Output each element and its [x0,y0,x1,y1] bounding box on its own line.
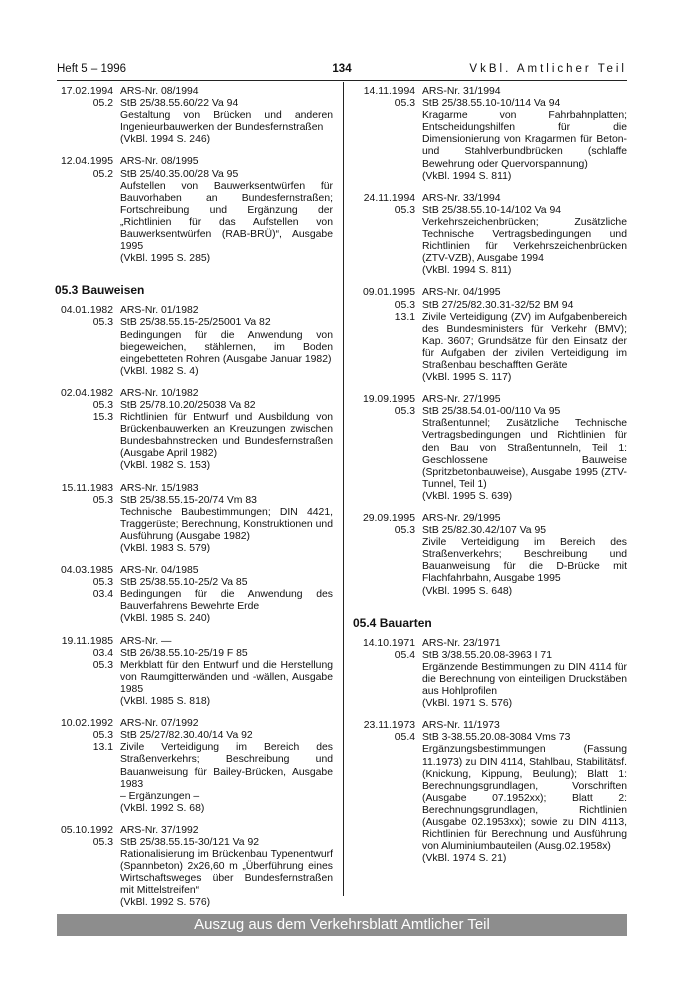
entry-date: 24.11.1994 [363,192,415,204]
entry-line: ARS-Nr. 11/1973 [422,720,500,732]
entry-dates [57,156,113,265]
entry-row [355,86,627,183]
entry-date: 14.11.1994 [363,86,415,97]
entry-line: ARS-Nr. 10/1982 [120,387,199,399]
entry-line: (VkBl. 1982 S. 4) [120,365,199,377]
entry-dates [355,193,415,278]
entry-code: 05.3 [92,399,113,411]
entry-line: ARS-Nr. 08/1995 [120,156,199,168]
entry-line: Kragarme von Fahrbahnplatten; Entscheidungshilfen für die Dimensionierung von Kragarmen für Beton- und Stahlverbundbrücken (schlaffe Bewehrung oder Quervorspannung) [422,110,627,170]
entry-line: ARS-Nr. 23/1971 [422,637,501,649]
entry-line: Straßentunnel; Zusätzliche Technische Vertragsbedingungen und Richtlinien für den Bau von Straßentunneln, Teil 1: Geschlossene Bauweise (Spritzbetonbauweise), Ausgabe 1995 (ZTV-Tunnel, Teil 1) [422,418,627,490]
entry-body [120,156,333,265]
entry-date: 19.11.1985 [61,635,113,647]
entry-line: ARS-Nr. 33/1994 [422,192,501,204]
entry-row [57,565,333,625]
entry-dates [57,825,113,910]
entry-line: ARS-Nr. 04/1995 [422,287,501,299]
entry-line: Bedingungen für die Anwendung des Bauverfahrens Bewehrte Erde [120,589,333,613]
entry-line: Technische Baubestimmungen; DIN 4421, Traggerüste; Berechnung, Konstruktionen und Ausführung (Ausgabe 1982) [120,506,333,542]
entry-body [422,193,627,278]
entry-line: (VkBl. 1995 S. 639) [422,490,513,502]
entry-date: 04.01.1982 [60,305,113,317]
entry-line: Zivile Verteidigung (ZV) im Aufgabenbereich des Bundesministers für Verkehr (BMV); Kap. 3607; Grundsätze für den Einsatz der für Aufgaben der zivilen Verteidigung im Straßenbau beschafften Geräte [422,311,627,371]
entry-line: StB 25/38.55.10-14/102 Va 94 [422,204,562,216]
entry-dates [355,638,415,711]
entry-date: 02.04.1982 [60,387,113,399]
entry-code: 05.3 [92,317,113,329]
entry-line: (VkBl. 1985 S. 818) [120,696,211,708]
entry-row [57,483,333,556]
entry-line: Verkehrszeichenbrücken; Zusätzliche Technische Vertragsbedingungen und Richtlinien für Verkehrszeichenbrücken (ZTV-VZB), Ausgabe 1994 [422,216,627,265]
entry-body [422,638,627,711]
entry-dates [355,513,415,598]
entry-line: StB 25/38.55.60/22 Va 94 [120,98,239,110]
entry-line: (VkBl. 1974 S. 21) [422,853,507,865]
header-rule [57,80,627,81]
entry-date: 04.03.1985 [60,565,113,577]
entry-body [422,394,627,503]
entry-date: 19.09.1995 [362,394,415,406]
entry-code: 05.3 [92,659,113,671]
entry-dates [57,388,113,473]
entry-line: Aufstellen von Bauwerksentwürfen für Bauvorhaben an Bundesfernstraßen; Fortschreibung und Ergänzung der „Richtlinien für das Aufstellen von Bauwerksentwürfen (RAB-BRÜ)“, Ausgabe 1995 [120,180,333,253]
entry-row [57,825,333,910]
entry-body [120,483,333,556]
entry-line: StB 3-38.55.20.08-3084 Vms 73 [422,732,571,744]
entry-line: (VkBl. 1992 S. 68) [120,802,205,814]
section-title-bauarten: 05.4 Bauarten [353,615,432,630]
entry-line: StB 25/82.30.42/107 Va 95 [422,525,547,537]
entry-dates [57,483,113,556]
entry-line: (VkBl. 1982 S. 153) [120,460,211,472]
entry-line: ARS-Nr. 07/1992 [120,718,199,730]
entry-body [120,718,333,815]
entry-line: ARS-Nr. 15/1983 [120,482,199,494]
entry-code: 05.3 [92,836,113,848]
footer-banner: Auszug aus dem Verkehrsblatt Amtlicher Teil [57,914,627,936]
entry-line: StB 25/38.55.15-25/25001 Va 82 [120,317,271,329]
entry-line: – Ergänzungen – [120,790,200,802]
entry-line: ARS-Nr. 37/1992 [120,824,199,836]
entry-date: 09.01.1995 [362,287,415,299]
entry-line: StB 25/38.55.10-25/2 Va 85 [120,577,248,589]
entry-body [422,86,627,183]
entry-row [355,720,627,865]
entry-line: Gestaltung von Brücken und anderen Ingenieurbauwerken der Bundesfernstraßen [120,110,333,134]
entry-line: (VkBl. 1994 S. 811) [422,170,512,182]
entry-code: 05.3 [394,204,415,216]
entry-line: ARS-Nr. 04/1985 [120,565,199,577]
entry-dates [57,636,113,709]
entry-line: (VkBl. 1985 S. 240) [120,613,211,625]
entry-row [57,156,333,265]
entry-line: StB 25/38.55.15-30/121 Va 92 [120,836,260,848]
entry-line: (VkBl. 1995 S. 285) [120,253,211,265]
column-divider [343,82,344,896]
entry-line: StB 25/40.35.00/28 Va 95 [120,168,239,180]
entry-row [355,638,627,711]
entry-line: (VkBl. 1994 S. 246) [120,134,211,146]
entry-line: (VkBl. 1995 S. 117) [422,372,512,384]
entry-row [355,394,627,503]
entry-date: 15.11.1983 [61,482,113,494]
entry-code: 05.2 [92,98,113,110]
right-entries-after [355,638,627,866]
entry-body [422,287,627,384]
entry-line: ARS-Nr. 08/1994 [120,86,199,97]
entry-code: 15.3 [92,412,113,424]
entry-line: (VkBl. 1983 S. 579) [120,543,211,554]
entry-dates [355,394,415,503]
entry-line: Zivile Verteidigung im Bereich des Straßenverkehrs; Beschreibung und Bauanweisung für die D-Brücke mit Flachfahrbahn, Ausgabe 1995 [422,537,627,585]
entry-line: StB 25/38.55.10-10/114 Va 94 [422,98,561,110]
entry-body [120,825,333,910]
entry-line: Ergänzungsbestimmungen (Fassung 11.1973) zu DIN 4114, Stahlbau, Stabilitätsf. (Knickung, Kippung, Beulung); Blatt 1: Berechnungsgrundlagen, Vorschriften (Ausgabe 07.1952xx); Blatt 2: Berechnungsgrundlagen, Richtlinien (Ausgabe 02.1953xx); sowie zu DIN 4113, Richtlinien für Berechnung und Ausführung von Aluminiumbauteilen (Ausg.02.1958x) [422,744,627,853]
entry-line: ARS-Nr. 31/1994 [422,86,501,97]
entry-body [120,388,333,473]
entry-dates [355,86,415,183]
entry-line: ARS-Nr. 27/1995 [422,394,501,406]
entry-code: 05.3 [92,494,113,506]
right-column [355,86,627,875]
entry-dates [57,565,113,625]
entry-line: StB 25/38.54.01-00/110 Va 95 [422,406,561,418]
entry-row [57,86,333,146]
entry-line: (VkBl. 1994 S. 811) [422,265,512,277]
entry-code: 05.2 [92,168,113,180]
issue-label: Heft 5 – 1996 [57,63,127,75]
entry-date: 23.11.1973 [363,720,415,732]
entry-line: Ergänzende Bestimmungen zu DIN 4114 für die Berechnung von einteiligen Druckstäben aus Hohlprofilen [422,661,627,698]
entry-line: (VkBl. 1995 S. 648) [422,585,513,597]
entry-dates [57,305,113,378]
entry-date: 10.02.1992 [60,718,113,730]
entry-code: 03.4 [92,589,113,601]
entry-line: ARS-Nr. 01/1982 [120,305,199,317]
entry-code: 13.1 [394,311,415,323]
page-number: 134 [332,63,352,75]
entry-date: 14.10.1971 [362,637,415,649]
page-header [57,63,627,79]
entry-line: StB 26/38.55.10-25/19 F 85 [120,647,248,659]
left-entries-before [57,86,333,265]
entry-date: 12.04.1995 [60,156,113,168]
entry-row [57,305,333,378]
entry-line: Zivile Verteidigung im Bereich des Straßenverkehrs; Beschreibung und Bauanweisung für Bailey-Brücken, Ausgabe 1983 [120,742,333,790]
entry-body [422,513,627,598]
entry-code: 03.4 [92,647,113,659]
entry-dates [57,86,113,146]
entry-body [120,636,333,709]
entry-code: 05.3 [394,525,415,537]
section-title-bauweisen: 05.3 Bauweisen [55,283,145,298]
entry-body [120,565,333,625]
entry-body [120,86,333,146]
entry-line: Rationalisierung im Brückenbau Typenentwurf (Spannbeton) 2x26,60 m „Überführung eines Wirtschaftsweges über Bundesfernstraßen mit Mittelstreifen“ [120,849,333,897]
right-entries-before [355,86,627,598]
entry-code: 05.4 [394,649,415,661]
entry-line: ARS-Nr. — [120,635,172,647]
entry-dates [57,718,113,815]
entry-code: 13.1 [92,742,113,754]
entry-code: 05.3 [394,299,415,311]
entry-row [355,513,627,598]
entry-line: Richtlinien für Entwurf und Ausbildung von Brückenbauwerken an Kreuzungen zwischen Bundesbahnstrecken und Bundesfernstraßen (Ausgabe April 1982) [120,412,333,460]
entry-date: 05.10.1992 [60,824,113,836]
entry-body [120,305,333,378]
entry-row [57,718,333,815]
entry-code: 05.3 [394,406,415,418]
left-column [57,86,333,920]
entry-date: 29.09.1995 [362,513,415,524]
entry-line: StB 27/25/82.30.31-32/52 BM 94 [422,299,574,311]
entry-dates [355,720,415,865]
left-entries-after [57,305,333,909]
entry-row [57,636,333,709]
entry-line: Bedingungen für die Anwendung von biegeweichen, stählernen, im Boden eingebetteten Rohren (Ausgabe Januar 1982) [120,329,333,365]
entry-line: StB 25/38.55.15-20/74 Vm 83 [120,494,257,506]
entry-row [355,287,627,384]
entry-line: (VkBl. 1971 S. 576) [422,698,513,710]
entry-row [57,388,333,473]
entry-line: StB 3/38.55.20.08-3963 I 71 [422,649,552,661]
entry-row [355,193,627,278]
entry-code: 05.3 [92,577,113,589]
entry-code: 05.3 [394,98,415,110]
entry-line: StB 25/78.10.20/25038 Va 82 [120,399,256,411]
entry-line: ARS-Nr. 29/1995 [422,513,501,524]
entry-code: 05.4 [394,732,415,744]
entry-line: Merkblatt für den Entwurf und die Herstellung von Raumgitterwänden und -wällen, Ausgabe 1985 [120,659,333,695]
entry-body [422,720,627,865]
publication-title: VkBl. Amtlicher Teil [469,63,627,75]
entry-dates [355,287,415,384]
entry-line: StB 25/27/82.30.40/14 Va 92 [120,730,253,742]
entry-code: 05.3 [92,730,113,742]
entry-date: 17.02.1994 [60,86,113,97]
entry-line: (VkBl. 1992 S. 576) [120,897,211,909]
